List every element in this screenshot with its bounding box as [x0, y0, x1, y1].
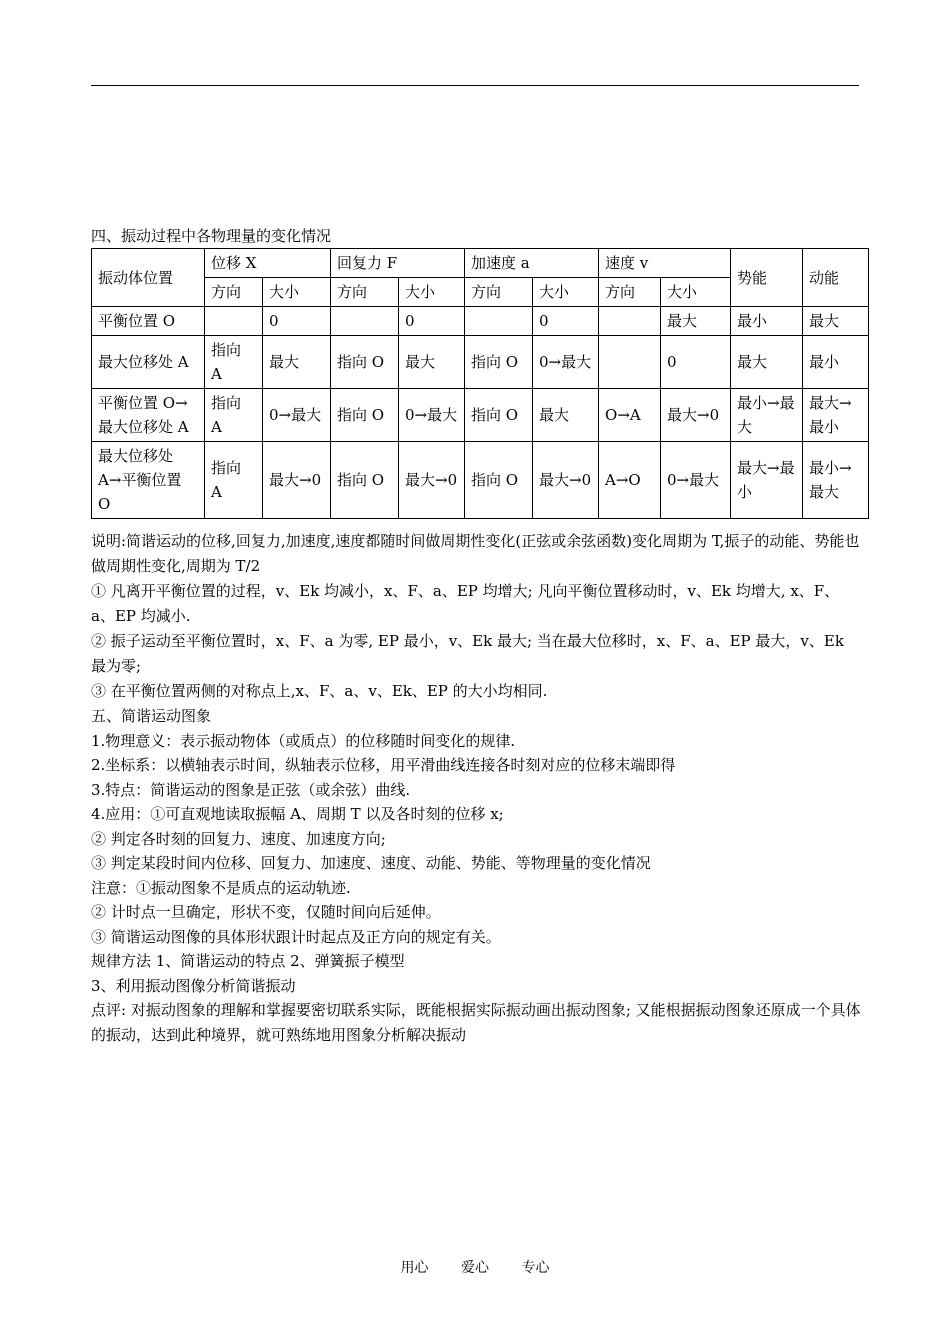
cell-a-direction: 指向 O: [465, 336, 533, 389]
cell-v-direction: O→A: [599, 389, 661, 442]
subheader-direction: 方向: [331, 278, 399, 307]
paragraph: 4.应用：①可直观地读取振幅 A、周期 T 以及各时刻的位移 x;: [91, 805, 504, 823]
cell-x-magnitude: 最大: [263, 336, 331, 389]
paragraph: 说明:简谐运动的位移,回复力,加速度,速度都随时间做周期性变化(正弦或余弦函数)变化周期为 T,振子的动能、势能也做周期性变化,周期为 T/2: [91, 532, 860, 575]
cell-potential-energy: 最小→最大: [731, 389, 803, 442]
header-position: 振动体位置: [92, 249, 205, 307]
cell-a-direction: 指向 O: [465, 389, 533, 442]
cell-kinetic-energy: 最大→最小: [803, 389, 869, 442]
cell-kinetic-energy: 最大: [803, 307, 869, 336]
cell-position: 最大位移处 A→平衡位置 O: [92, 442, 205, 519]
cell-f-magnitude: 最大: [399, 336, 465, 389]
paragraph: ③ 在平衡位置两侧的对称点上,x、F、a、v、Ek、EP 的大小均相同.: [91, 682, 548, 700]
header-kinetic-energy: 动能: [803, 249, 869, 307]
cell-f-direction: 指向 O: [331, 442, 399, 519]
paragraph: 注意：①振动图象不是质点的运动轨迹.: [91, 878, 351, 897]
cell-v-direction: A→O: [599, 442, 661, 519]
subheader-direction: 方向: [599, 278, 661, 307]
section-heading: 五、简谐运动图象: [91, 707, 212, 725]
section-title: 四、振动过程中各物理量的变化情况: [91, 227, 332, 245]
subheader-magnitude: 大小: [399, 278, 465, 307]
body-text: [91, 529, 861, 1048]
cell-position: 最大位移处 A: [92, 336, 205, 389]
cell-kinetic-energy: 最小: [803, 336, 869, 389]
cell-x-magnitude: 0: [263, 307, 331, 336]
header-acceleration: 加速度 a: [465, 249, 599, 278]
cell-a-magnitude: 最大: [533, 389, 599, 442]
paragraph: ② 判定各时刻的回复力、速度、加速度方向;: [91, 829, 386, 848]
cell-a-direction: 指向 O: [465, 442, 533, 519]
cell-x-direction: 指向 A: [205, 442, 263, 519]
cell-x-magnitude: 0→最大: [263, 389, 331, 442]
cell-x-direction: 指向 A: [205, 336, 263, 389]
cell-v-magnitude: 0: [661, 336, 731, 389]
cell-a-direction: [465, 307, 533, 336]
paragraph: 规律方法 1、简谐运动的特点 2、弹簧振子模型: [91, 952, 405, 970]
paragraph: ③ 判定某段时间内位移、回复力、加速度、速度、动能、势能、等物理量的变化情况: [91, 854, 651, 872]
header-restoring-force: 回复力 F: [331, 249, 465, 278]
footer-text: 专心: [521, 1260, 550, 1276]
cell-potential-energy: 最小: [731, 307, 803, 336]
table-row: [92, 442, 869, 519]
cell-potential-energy: 最大→最小: [731, 442, 803, 519]
cell-v-magnitude: 最大: [661, 307, 731, 336]
header-rule: [91, 85, 859, 86]
cell-v-direction: [599, 307, 661, 336]
cell-position: 平衡位置 O→最大位移处 A: [92, 389, 205, 442]
cell-f-magnitude: 最大→0: [399, 442, 465, 519]
cell-kinetic-energy: 最小→最大: [803, 442, 869, 519]
table-row: [92, 307, 869, 336]
subheader-direction: 方向: [465, 278, 533, 307]
subheader-direction: 方向: [205, 278, 263, 307]
header-potential-energy: 势能: [731, 249, 803, 307]
header-displacement: 位移 X: [205, 249, 331, 278]
paragraph: 3、利用振动图像分析简谐振动: [91, 976, 296, 995]
cell-v-direction: [599, 336, 661, 389]
paragraph: 2.坐标系：以横轴表示时间，纵轴表示位移，用平滑曲线连接各时刻对应的位移末端即得: [91, 756, 676, 774]
paragraph: ③ 简谐运动图像的具体形状跟计时起点及正方向的规定有关。: [91, 927, 501, 946]
cell-x-magnitude: 最大→0: [263, 442, 331, 519]
footer-text: 用心: [400, 1260, 429, 1276]
paragraph: 点评: 对振动图象的理解和掌握要密切联系实际，既能根据实际振动画出振动图象; 又能根据振动图象还原成一个具体的振动，达到此种境界，就可熟练地用图象分析解决振动: [91, 1001, 861, 1044]
footer-text: 爱心: [461, 1260, 489, 1276]
cell-position: 平衡位置 O: [92, 307, 205, 336]
cell-f-direction: 指向 O: [331, 336, 399, 389]
vibration-quantities-table: [91, 248, 869, 519]
paragraph: 1.物理意义：表示振动物体（或质点）的位移随时间变化的规律.: [91, 731, 516, 750]
cell-x-direction: 指向 A: [205, 389, 263, 442]
cell-f-direction: [331, 307, 399, 336]
cell-a-magnitude: 最大→0: [533, 442, 599, 519]
table-row: [92, 389, 869, 442]
paragraph: ② 振子运动至平衡位置时，x、F、a 为零, EP 最小，v、Ek 最大; 当在最大位移时，x、F、a、EP 最大，v、Ek 最为零;: [91, 632, 844, 675]
cell-v-magnitude: 0→最大: [661, 442, 731, 519]
page-footer: [0, 1257, 950, 1277]
subheader-magnitude: 大小: [533, 278, 599, 307]
cell-f-direction: 指向 O: [331, 389, 399, 442]
cell-v-magnitude: 最大→0: [661, 389, 731, 442]
paragraph: ② 计时点一旦确定，形状不变，仅随时间向后延伸。: [91, 903, 441, 921]
table-header-row: [92, 249, 869, 278]
cell-x-direction: [205, 307, 263, 336]
cell-f-magnitude: 0: [399, 307, 465, 336]
subheader-magnitude: 大小: [661, 278, 731, 307]
header-velocity: 速度 v: [599, 249, 731, 278]
paragraph: 3.特点：简谐运动的图象是正弦（或余弦）曲线.: [91, 780, 411, 799]
cell-f-magnitude: 0→最大: [399, 389, 465, 442]
cell-potential-energy: 最大: [731, 336, 803, 389]
cell-a-magnitude: 0→最大: [533, 336, 599, 389]
subheader-magnitude: 大小: [263, 278, 331, 307]
cell-a-magnitude: 0: [533, 307, 599, 336]
paragraph: ① 凡离开平衡位置的过程，v、Ek 均减小，x、F、a、EP 均增大; 凡向平衡位置移动时，v、Ek 均增大, x、F、a、EP 均减小.: [91, 582, 840, 625]
table-row: [92, 336, 869, 389]
